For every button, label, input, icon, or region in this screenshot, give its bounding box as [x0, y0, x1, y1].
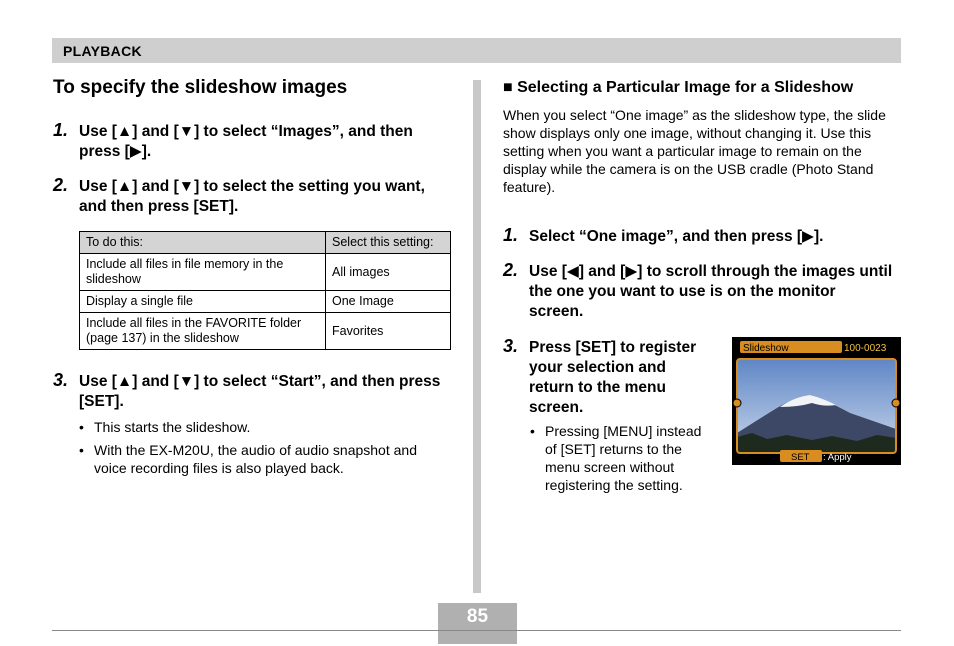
step-text: Use [◀] and [▶] to scroll through the images until the one you want to use is on the monitor screen. [529, 263, 893, 320]
step-text: Use [▲] and [▼] to select “Images”, and then press [▶]. [79, 123, 413, 160]
table-cell: Display a single file [80, 291, 326, 313]
step-text: Press [SET] to register your selection and return to the menu screen. [529, 339, 697, 416]
camera-screen-image [732, 337, 901, 465]
table-cell: Include all files in the FAVORITE folder (page 137) in the slideshow [80, 313, 326, 350]
list-item: • Pressing [MENU] instead of [SET] returns to the menu screen without registering the setting. [529, 422, 709, 494]
step-number: 3. [503, 336, 519, 356]
step-number: 1. [53, 120, 69, 140]
page-title: To specify the slideshow images [53, 77, 348, 98]
intro-paragraph: When you select “One image” as the slideshow type, the slide show displays only one image, without changing it. Use this setting when you want a particular image to remain on the display while the camera is on the USB cradle (Photo Stand feature). [503, 107, 886, 195]
step-text: Use [▲] and [▼] to select “Start”, and then press [SET]. [79, 373, 441, 410]
table-row [80, 313, 451, 350]
table-header-cell: Select this setting: [326, 232, 451, 254]
column-divider [473, 80, 481, 593]
file-number: 100-0023 [844, 343, 887, 354]
header-bar [52, 38, 901, 63]
mode-label: Slideshow [743, 343, 789, 354]
table-cell: One Image [326, 291, 451, 313]
table-cell: Include all files in file memory in the slideshow [80, 254, 326, 291]
table-row [80, 291, 451, 313]
set-action-label: : Apply [823, 452, 852, 463]
set-key-label: SET [791, 452, 810, 463]
table-cell: All images [326, 254, 451, 291]
left-column [53, 76, 453, 476]
step-number: 3. [53, 370, 69, 390]
page-number: 85 [466, 606, 489, 627]
camera-screen-graphic [732, 337, 901, 465]
list-item: • This starts the slideshow. [78, 418, 448, 436]
step-number: 2. [503, 260, 519, 280]
table-header-cell: To do this: [80, 232, 326, 254]
settings-table [79, 231, 451, 350]
step-text: Use [▲] and [▼] to select the setting you want, and then press [SET]. [79, 178, 425, 215]
step-number: 2. [53, 175, 69, 195]
step-number: 1. [503, 225, 519, 245]
bullet-list [78, 418, 448, 482]
list-item: • With the EX-M20U, the audio of audio snapshot and voice recording files is also played back. [78, 441, 448, 477]
step-text: Select “One image”, and then press [▶]. [529, 228, 824, 245]
bullet-list [529, 422, 709, 499]
section-label: PLAYBACK [63, 43, 142, 59]
table-cell: Favorites [326, 313, 451, 350]
subsection-title: ■ Selecting a Particular Image for a Slideshow [503, 79, 854, 96]
page-number-tab [438, 631, 517, 644]
table-header-row [80, 232, 451, 254]
table-row [80, 254, 451, 291]
page-number-box [438, 603, 517, 630]
